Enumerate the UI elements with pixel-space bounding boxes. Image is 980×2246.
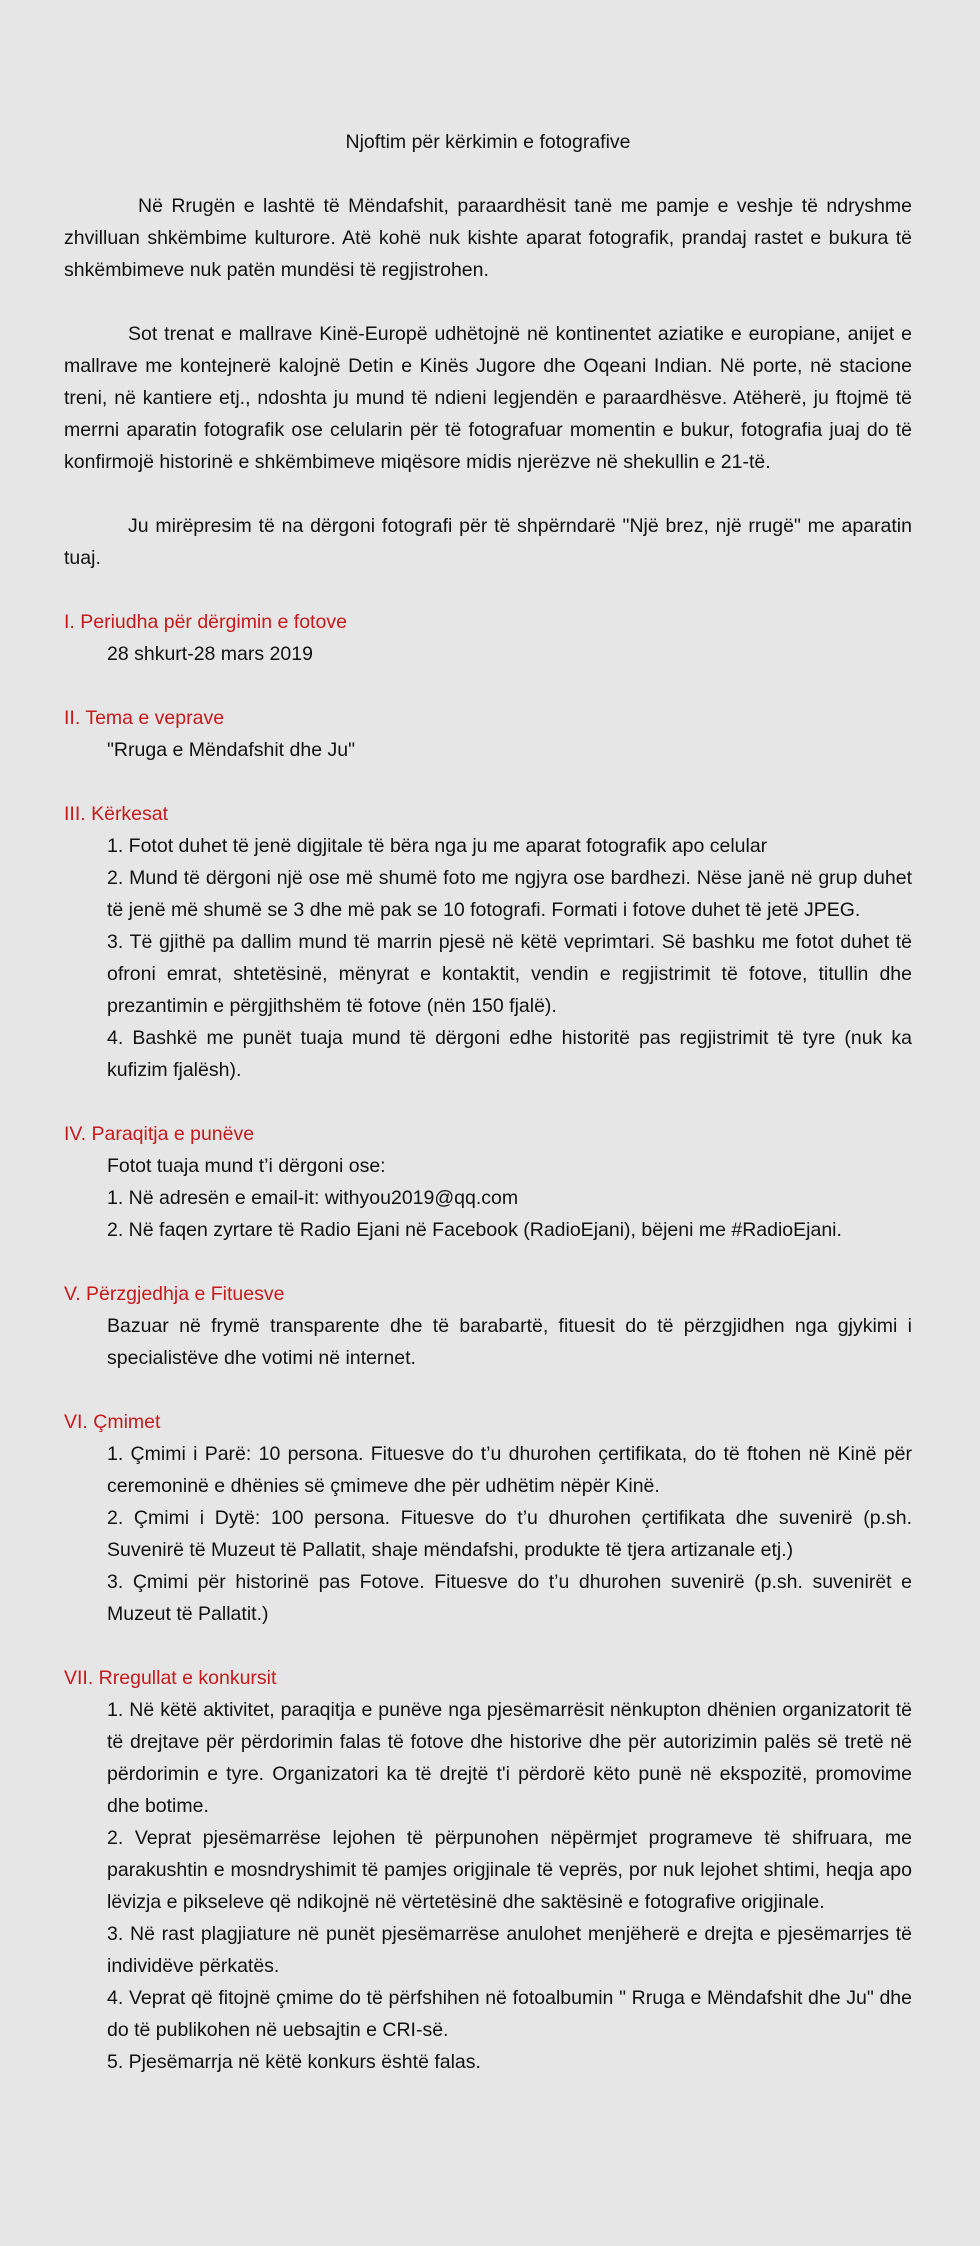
section-line: 2. Mund të dërgoni një ose më shumë foto me ngjyra ose bardhezi. Nëse janë në grup duhet të jenë më shumë se 3 dhe më pak se 10 fotografi. Formati i fotove duhet të jetë JPEG. [107,867,912,921]
section-submission-period [64,606,912,670]
section-body [64,830,912,1086]
section-heading: I. Periudha për dërgimin e fotove [64,611,347,633]
section-line: "Rruga e Mëndafshit dhe Ju" [107,739,355,761]
section-line: 4. Bashkë me punët tuaja mund të dërgoni edhe historitë pas regjistrimit të tyre (nuk ka kufizim fjalësh). [107,1027,912,1081]
section-line: 1. Çmimi i Parë: 10 persona. Fituesve do t’u dhurohen çertifikata, do të ftohen në Kinë për ceremoninë e dhënies së çmimeve dhe për udhëtim nëpër Kinë. [107,1443,912,1497]
document-title: Njoftim për kërkimin e fotografive [345,131,631,153]
section-line: 2. Veprat pjesëmarrëse lejohen të përpunohen nëpërmjet programeve të shifruara, me parakushtin e mosndryshimit të pamjes origjinale të veprës, por nuk lejohet shtimi, heqja apo lëvizja e pikseleve që ndikojnë në vërtetësinë dhe saktësinë e fotografive origjinale. [107,1827,912,1913]
section-heading: V. Përzgjedhja e Fituesve [64,1283,285,1305]
section-heading: II. Tema e veprave [64,707,225,729]
section-line: 2. Çmimi i Dytë: 100 persona. Fituesve do t’u dhurohen çertifikata dhe suvenirë (p.sh. Suvenirë të Muzeut të Pallatit, shaje mëndafshi, produkte të tjera artizanale etj.) [107,1507,912,1561]
section-heading: IV. Paraqitja e punëve [64,1123,255,1145]
section-body [64,1438,912,1630]
section-requirements [64,798,912,1086]
section-submission [64,1118,912,1246]
section-line: 1. Në këtë aktivitet, paraqitja e punëve nga pjesëmarrësit nënkupton dhënien organizatorit të të drejtave për përdorimin falas të fotove dhe historive dhe për autorizimin palës së tretë në përdorimin e tyre. Organizatori ka të drejtë t'i përdorë këto punë në ekspozitë, promovime dhe botime. [107,1699,912,1817]
section-line: 4. Veprat që fitojnë çmime do të përfshihen në fotoalbumin " Rruga e Mëndafshit dhe Ju" dhe do të publikohen në uebsajtin e CRI-së. [107,1987,912,2041]
intro-paragraph-3: Ju mirëpresim të na dërgoni fotografi për të shpërndarë "Një brez, një rrugë" me aparatin tuaj. [64,515,912,569]
section-line: 3. Të gjithë pa dallim mund të marrin pjesë në këtë veprimtari. Së bashku me fotot duhet të ofroni emrat, shtetësinë, mënyrat e kontaktit, vendin e regjistrimit të fotove, titullin dhe prezantimin e përgjithshëm të fotove (nën 150 fjalë). [107,931,912,1017]
section-line: 2. Në faqen zyrtare të Radio Ejani në Facebook (RadioEjani), bëjeni me #RadioEjani. [107,1219,842,1241]
section-body [64,1694,912,2078]
section-line: Fotot tuaja mund t’i dërgoni ose: [107,1155,386,1177]
section-line: 3. Çmimi për historinë pas Fotove. Fituesve do t’u dhurohen suvenirë (p.sh. suvenirët e Muzeut të Pallatit.) [107,1571,912,1625]
section-line: 5. Pjesëmarrja në këtë konkurs është falas. [107,2051,481,2073]
section-line: 3. Në rast plagjiature në punët pjesëmarrëse anulohet menjëherë e drejta e pjesëmarrjes të individëve përkatës. [107,1923,912,1977]
section-line: 1. Fotot duhet të jenë digjitale të bëra nga ju me aparat fotografik apo celular [107,835,768,857]
section-winner-selection [64,1278,912,1374]
document-content [64,126,912,2110]
section-body [64,1150,912,1246]
section-line: Bazuar në frymë transparente dhe të barabartë, fituesit do të përzgjidhen nga gjykimi i specialistëve dhe votimi në internet. [107,1315,912,1369]
section-heading: VI. Çmimet [64,1411,161,1433]
section-contest-rules [64,1662,912,2078]
section-heading: VII. Rregullat e konkursit [64,1667,277,1689]
section-theme [64,702,912,766]
section-line: 1. Në adresën e email-it: withyou2019@qq.com [107,1187,519,1209]
section-body [64,734,912,766]
section-body [64,1310,912,1374]
intro-paragraph-1: Në Rrugën e lashtë të Mëndafshit, paraardhësit tanë me pamje e veshje të ndryshme zhvilluan shkëmbime kulturore. Atë kohë nuk kishte aparat fotografik, prandaj rastet e bukura të shkëmbimeve nuk patën mundësi të regjistrohen. [64,195,912,281]
section-body [64,638,912,670]
section-heading: III. Kërkesat [64,803,169,825]
section-line: 28 shkurt-28 mars 2019 [107,643,313,665]
section-prizes [64,1406,912,1630]
intro-paragraph-2: Sot trenat e mallrave Kinë-Europë udhëtojnë në kontinentet aziatike e europiane, anijet e mallrave me kontejnerë kalojnë Detin e Kinës Jugore dhe Oqeani Indian. Në porte, në stacione treni, në kantiere etj., ndoshta ju mund të ndieni legjendën e paraardhësve. Atëherë, ju ftojmë të merrni aparatin fotografik ose celularin për të fotografuar momentin e bukur, fotografia juaj do të konfirmojë historinë e shkëmbimeve miqësore midis njerëzve në shekullin e 21-të. [64,323,912,473]
